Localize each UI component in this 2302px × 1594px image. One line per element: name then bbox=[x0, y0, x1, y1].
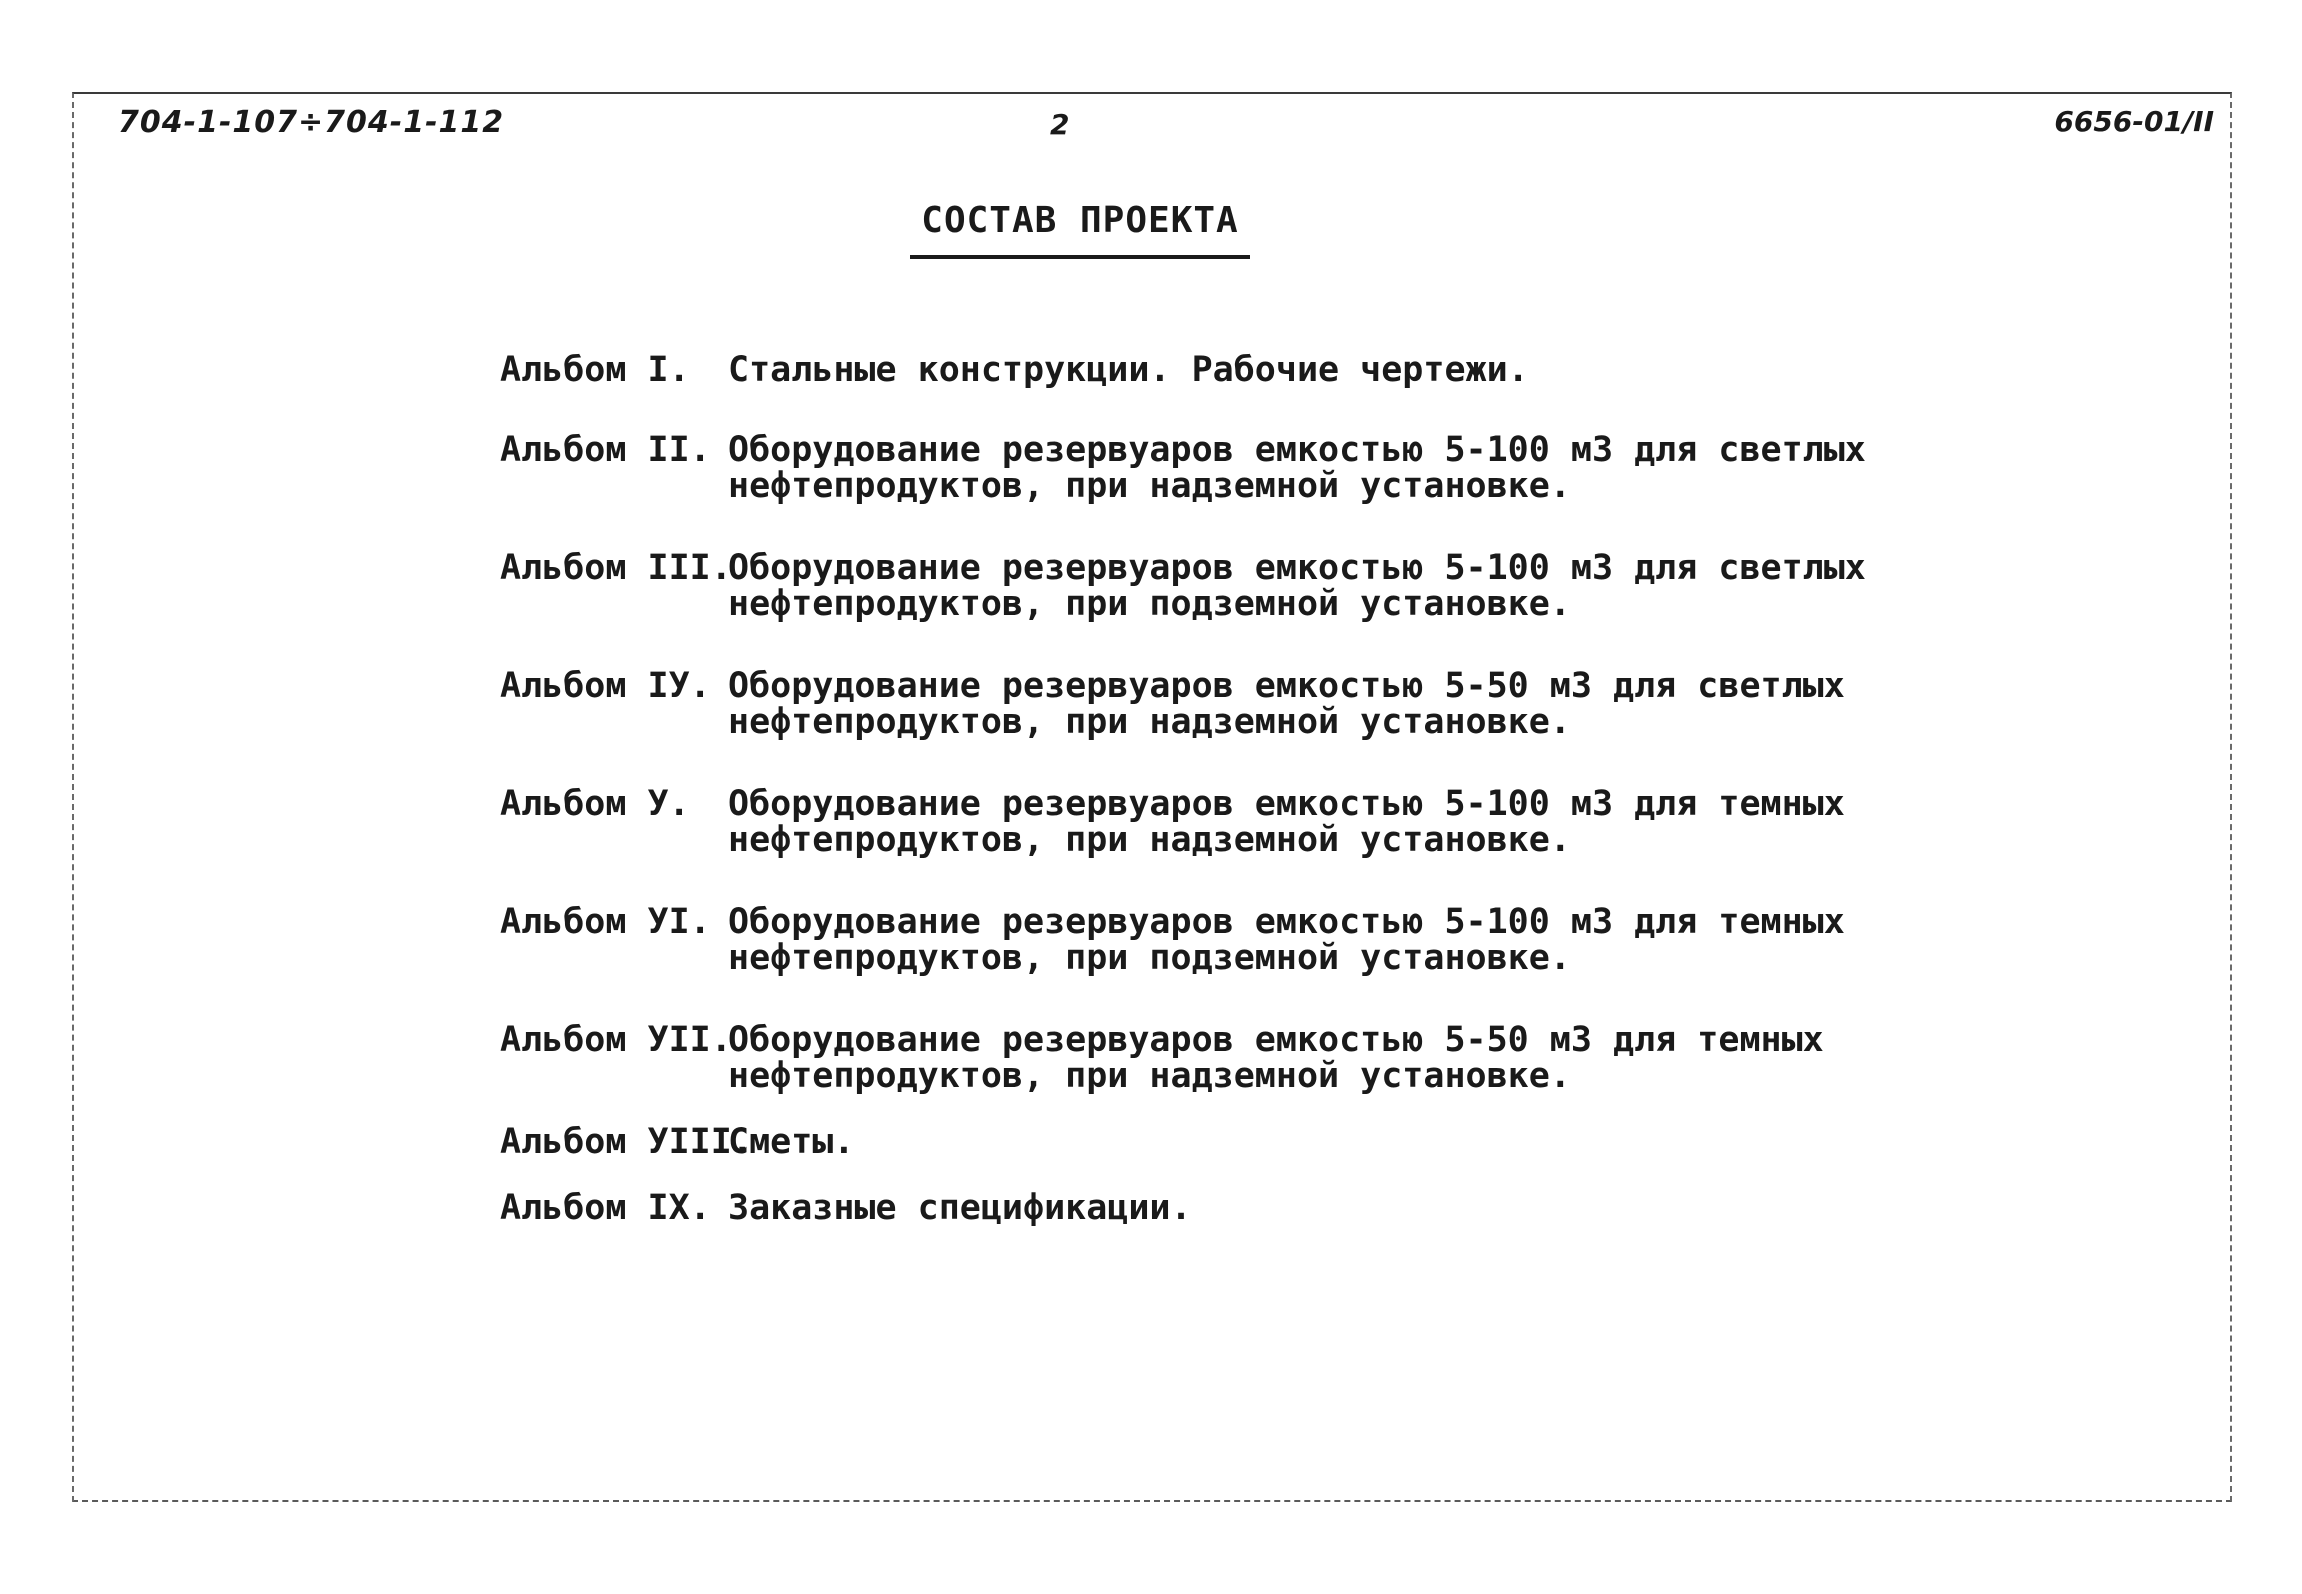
document-code-left: 704-1-107÷704-1-112 bbox=[118, 105, 505, 140]
album-description: Оборудование резервуаров емкостью 5-50 м3 для светлых нефтепродуктов, при надземной установке. bbox=[728, 666, 1845, 742]
album-label: Альбом I. bbox=[500, 350, 690, 390]
album-description: Сметы. bbox=[728, 1122, 855, 1162]
album-item bbox=[500, 352, 1900, 388]
album-item bbox=[500, 550, 1900, 622]
album-label: Альбом II. bbox=[500, 430, 711, 470]
album-description: Оборудование резервуаров емкостью 5-100 м3 для светлых нефтепродуктов, при подземной установке. bbox=[728, 548, 1866, 624]
album-description: Оборудование резервуаров емкостью 5-100 м3 для темных нефтепродуктов, при надземной установке. bbox=[728, 784, 1845, 860]
page-title: СОСТАВ ПРОЕКТА bbox=[921, 200, 1239, 241]
album-item bbox=[500, 1190, 1900, 1226]
title-underline bbox=[910, 255, 1250, 259]
document-code-right: 6656-01/II bbox=[2054, 105, 2214, 138]
album-label: Альбом УI. bbox=[500, 902, 711, 942]
album-description: Оборудование резервуаров емкостью 5-100 м3 для светлых нефтепродуктов, при надземной установке. bbox=[728, 430, 1866, 506]
page-number: 2 bbox=[1050, 108, 1070, 141]
album-description: Заказные спецификации. bbox=[728, 1188, 1192, 1228]
album-label: Альбом УII. bbox=[500, 1020, 732, 1060]
album-item bbox=[500, 432, 1900, 504]
album-description: Стальные конструкции. Рабочие чертежи. bbox=[728, 350, 1529, 390]
title-block bbox=[910, 200, 1250, 259]
album-item bbox=[500, 1022, 1900, 1094]
album-description: Оборудование резервуаров емкостью 5-50 м3 для темных нефтепродуктов, при надземной установке. bbox=[728, 1020, 1824, 1096]
album-list bbox=[500, 352, 1900, 1226]
album-item bbox=[500, 668, 1900, 740]
album-label: Альбом УIII. bbox=[500, 1122, 753, 1162]
album-item bbox=[500, 1124, 1900, 1160]
album-item bbox=[500, 786, 1900, 858]
album-label: Альбом IУ. bbox=[500, 666, 711, 706]
album-description: Оборудование резервуаров емкостью 5-100 м3 для темных нефтепродуктов, при подземной установке. bbox=[728, 902, 1845, 978]
album-item bbox=[500, 904, 1900, 976]
album-label: Альбом III. bbox=[500, 548, 732, 588]
album-label: Альбом IX. bbox=[500, 1188, 711, 1228]
album-label: Альбом У. bbox=[500, 784, 690, 824]
